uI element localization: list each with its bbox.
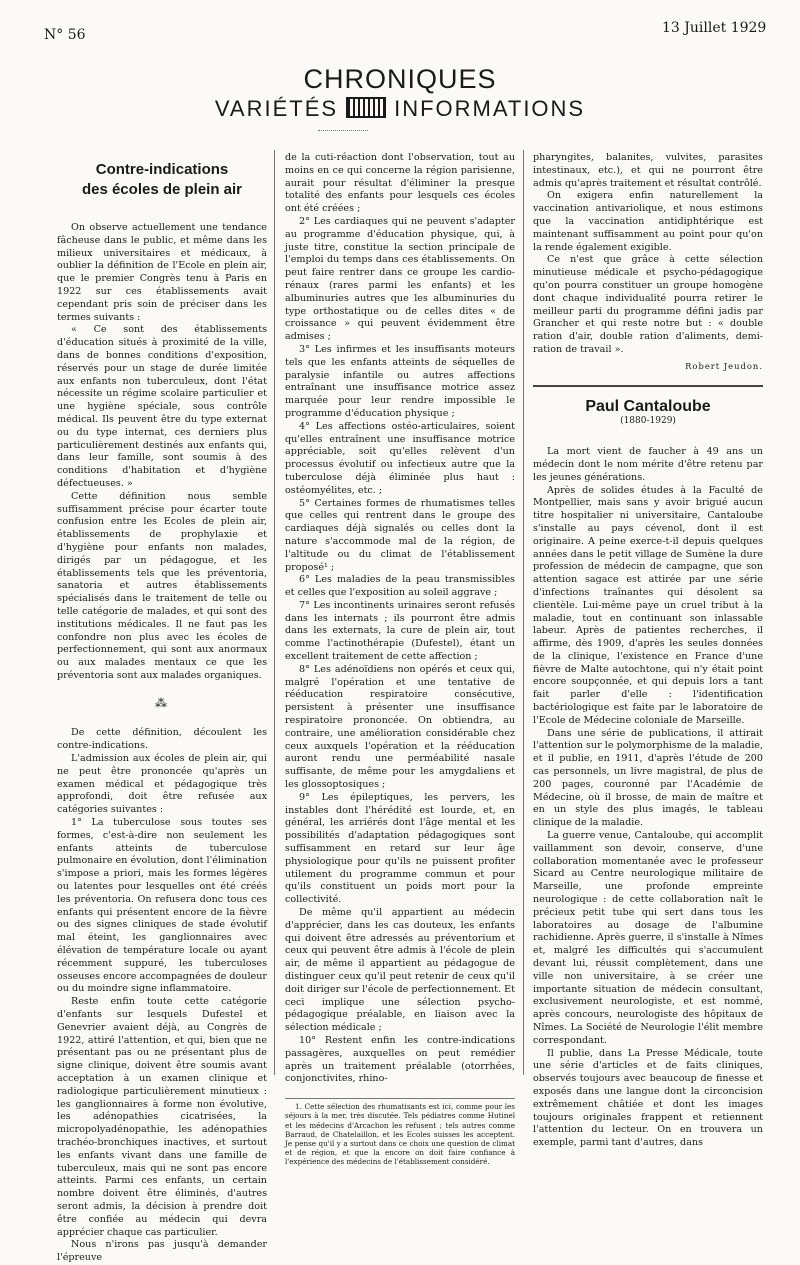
paragraph: 1° La tuberculose sous toutes ses formes, c'est-à-dire non seulement les enfants atteints de tuberculose pulmonaire en évolution, dont l'élimination s'impose a priori, mais les formes légères ou latentes pour lesquelles ont été créés les préventoria. On refusera donc tous ces enfants qui présentent encore de la fièvre ou des signes cliniques de stade évolutif mal éteint, les ganglionnaires avec élévation de température locale ou ayant récemment suppuré, les tuberculoses osseuses encore accompagnées de douleur ou du moindre signe inflammatoire. [57,817,268,995]
masthead-informations: INFORMATIONS [394,96,586,121]
paragraph: La mort vient de faucher à 49 ans un médecin dont le nom mérite d'être retenu par les jeunes générations. [533,446,763,483]
masthead-title: CHRONIQUES [303,64,497,94]
paragraph: De cette définition, découlent les contre-indications. [57,727,267,752]
issue-number: N° 56 [44,27,86,43]
paragraph: 7° Les incontinents urinaires seront refusés dans les internats ; ils pourront être admis dans les externats, la cure de plein air, tout comme l'actinothérapie (Dufestel), étant un excellent traitement de cette affection ; [285,599,515,663]
footnote-text: 1. Cette sélection des rhumatisants est ici, comme pour les séjours à la mer, très discutée. Tels pédiatres comme Hutinel et les médecins d'Arcachon les refusent ; tels autres comme Barraud, de Chatelaillon, et les Ecoles suisses les acceptent. Je pense qu'il y a surtout dans ce choix une question de climat et de région, et que la encore on doit faire confiance à l'expérience des médecins de l'établissement considéré. [285,1102,515,1167]
paragraph: Ce n'est que grâce à cette sélection minutieuse médicale et psycho-pédagogique qu'on pourra constituer un groupe homogène dont chaque individualité pourra retirer le meilleur parti du programme défini jadis par Grancher et qui reste notre but : « double ration d'air, double ration d'aliments, demi-ration de travail ». [533,254,763,355]
paragraph: La guerre venue, Cantaloube, qui accomplit vaillamment son devoir, conserve, d'une collaboration momentanée avec le professeur Sicard au Centre neurologique militaire de Marseille, une profonde empreinte neurologique : de cette collaboration naît le précieux petit tube qui sert dans tous les laboratoires au dosage de l'albumine rachidienne. Après guerre, il s'installe à Nîmes et, malgré les difficultés qui s'accumulent devant lui, réussit complètement, dans une ville non universitaire, à se créer une importante situation de médecin consultant, exclusivement neurologiste, et est nommé, après concours, neurologiste des hôpitaux de Nîmes. La Société de Neurologie l'élit membre correspondant. [533,830,763,1046]
paragraph: pharyngites, balanites, vulvites, parasites intestinaux, etc.), et qui ne pourront être admis qu'après traitement et résultat contrôlé. [533,152,763,189]
masthead-varietes: VARIÉTÉS [214,96,339,121]
issue-date: 13 Juillet 1929 [662,20,767,36]
column-3 [533,152,763,1150]
paragraph: Après de solides études à la Faculté de Montpellier, mais sans y avoir brigué aucun titre hospitalier ni universitaire, Cantaloube s'installe au pays cévenol, dont il est originaire. A peine exerce-t-il depuis quelques années dans le petit village de Sumène la dure profession de médecin de campagne, que son attention sagace est attirée par une série d'infections traînantes qui désolent sa clientèle. Lui-même paye un cruel tribut à la maladie, tout en continuant son inlassable labeur. Après de patientes recherches, il affirme, dès 1909, d'après les seules données de la clinique, l'existence en France d'une fièvre de Malte autochtone, qui n'y était point encore soupçonnée, et qui depuis lors a tant fait parler d'elle : l'identification bactériologique est faite par le laboratoire de l'Ecole de Médecine coloniale de Marseille. [533,484,763,726]
paragraph: L'admission aux écoles de plein air, qui ne peut être prononcée qu'après un examen médical et pédagogique très approfondi, doit être refusée aux catégories suivantes : [57,753,267,816]
author-signature: Robert Jeudon. [685,360,763,371]
masthead-divider [318,130,368,131]
column-2 [285,152,515,1167]
paragraph: Il publie, dans La Presse Médicale, toute une série d'articles et de faits cliniques, observés toujours avec beaucoup de finesse et exposés dans une langue dont la circoncision extrêmement châtiée et dont les images toujours originales frappent et retiennent l'attention du lecteur. On en trouvera un exemple, parmi tant d'autres, dans [533,1047,763,1149]
column-divider-1 [274,150,275,1075]
article-separator [533,385,763,387]
paragraph: Cette définition nous semble suffisamment précise pour écarter toute confusion entre les Ecoles de plein air, établissements de prophylaxie et d'hygiène pour enfants non malades, dirigés par un pédagogue, et les établissements tels que les préventoria, sanatoria et autres établissements spécialisés dans le traitement de telle ou telle catégorie de malades, et qui sont des institutions médicales. Il ne faut pas les confondre non plus avec les écoles de perfectionnement, qui sont aux anormaux ou aux malades mentaux ce que les préventoria sont aux malades organiques. [57,490,267,681]
paragraph: 9° Les épileptiques, les pervers, les instables dont l'hérédité est lourde, et, en général, les arriérés dont l'âge mental et les possibilités d'adaptation pédagogiques sont suffisamment en retard sur leur âge physiologique pour qu'ils ne puissent profiter utilement du programme commun et pour qu'ils constituent un poids mort pour la collectivité. [285,791,515,906]
footnote [285,1098,515,1166]
obituary-dates: (1880-1929) [620,416,676,427]
column-1 [57,160,267,1265]
ornament-icon [346,97,386,118]
paragraph: 8° Les adénoïdiens non opérés et ceux qui, malgré l'opération et une tentative de rééducation respiratoire consécutive, persistent à présenter une insuffisance respiratoire prononcée. On obtiendra, au contraire, une amélioration considérable chez ceux auxquels l'opération et la rééducation auront rendu une perméabilité nasale suffisante, de même pour les amygdaliens et les glossoptosiques ; [285,663,515,791]
paragraph: 3° Les infirmes et les insuffisants moteurs tels que les enfants atteints de séquelles de paralysie infantile ou autres affections entraînant une insuffisance motrice assez marquée pour leur rendre impossible le programme d'éducation physique ; [285,343,515,419]
article-title-line-1: Contre-indications [95,161,229,178]
column-divider-2 [523,150,524,1075]
paragraph: Nous n'irons pas jusqu'à demander l'épreuve [57,1239,267,1264]
paragraph: On exigera enfin naturellement la vaccination antivariolique, et nous estimons que la vaccination antidiphtérique est maintenant suffisamment au point pour qu'on la rende également exigible. [533,190,763,253]
paragraph: De même qu'il appartient au médecin d'apprécier, dans les cas douteux, les enfants qui doivent être adressés au préventorium et ceux qui peuvent être admis à l'école de plein air, de même il appartient au pédagogue de distinguer ceux qu'il peut retenir de ceux qu'il doit diriger sur l'école de perfectionnement. Et ceci implique une sélection psycho-pédagogique préalable, en liaison avec la sélection médicale ; [285,907,515,1034]
paragraph: 6° Les maladies de la peau transmissibles et celles que l'exposition au soleil aggrave ; [285,574,515,599]
asterism-icon: ⁂ [155,695,169,710]
masthead-subtitle [0,96,800,122]
paragraph: 2° Les cardiaques qui ne peuvent s'adapter au programme d'éducation physique, qui, à juste titre, constitue la section principale de l'emploi du temps dans ces établissements. On peut faire rentrer dans ce groupe les cardio-rénaux (rares parmi les enfants) et les albuminuries autres que les albuminuries du type orthostatique ou de celles dites « de croissance » qui peuvent évidemment être admises ; [285,215,515,343]
paragraph: 10° Restent enfin les contre-indications passagères, auxquelles on peut remédier après un traitement préalable (otorrhées, conjonctivites, rhino- [285,1034,515,1085]
article-title-line-2: des écoles de plein air [81,181,243,198]
paragraph: 4° Les affections ostéo-articulaires, soient qu'elles entraînent une insuffisance motrice appréciable, soit qu'elles relèvent d'un processus évolutif ou infectieux autre que la tuberculose déjà éliminée plus haut : ostéomyélites, etc. ; [285,420,515,496]
paragraph: On observe actuellement une tendance fâcheuse dans le public, et même dans les milieux universitaires et médicaux, à oublier la définition de l'Ecole en plein air, que le premier Congrès tenu à Paris en 1922 sur ces établissements avait cependant pris soin de préciser dans les termes suivants : [57,222,267,323]
paragraph: Reste enfin toute cette catégorie d'enfants sur lesquels Dufestel et Genevrier avaient déjà, au Congrès de 1922, attiré l'attention, et qui, bien que ne présentant pas ou ne présentant plus de signe clinique, doivent être soumis avant acceptation à un examen clinique et radiologique particulièrement minutieux : les ganglionnaires à forme non évolutive, les adénopathies cicatrisées, la micropolyadénopathie, les adénopathies trachéo-bronchiques inactives, et surtout les enfants vivant dans une famille de tuberculeux, mais qui ne sont pas encore atteints. Parmi ces enfants, un certain nombre doivent être éliminés, d'autres seront admis, la décision à prendre doit être confiée au médecin qui devra apprécier chaque cas particulier. [57,996,267,1238]
paragraph: « Ce sont des établissements d'éducation situés à proximité de la ville, dans de bonnes conditions d'exposition, réservés pour un stage de durée limitée aux enfants non tuberculeux, dont l'état nécessite un régime scolaire particulier et une hygiène spéciale, sous contrôle médical. Ils peuvent être du type externat ou du type internat, ces derniers plus particulièrement destinés aux enfants qui, dans leur famille, sont soumis à des conditions d'habitation et d'hygiène défectueuses. » [57,324,267,489]
article-title [57,160,267,200]
paragraph: de la cuti-réaction dont l'observation, tout au moins en ce qui concerne la région parisienne, aurait pour résultat d'éliminer la presque totalité des enfants pour lesquels ces écoles ont été créées ; [285,152,515,215]
paragraph: 5° Certaines formes de rhumatismes telles que celles qui rentrent dans le groupe des cardiaques déjà signalés ou celles dont la nature s'accommode mal de la région, de l'altitude ou du climat de l'établissement proposé¹ ; [285,497,515,573]
paragraph: Dans une série de publications, il attirait l'attention sur le polymorphisme de la maladie, et il publie, en 1911, d'après l'étude de 200 cas personnels, un livre magistral, de plus de 200 pages, couronné par l'Académie de Médecine, où il brosse, de main de maître et en un style des plus imagés, le tableau clinique de la maladie. [533,727,763,829]
obituary-title: Paul Cantaloube [585,397,711,415]
